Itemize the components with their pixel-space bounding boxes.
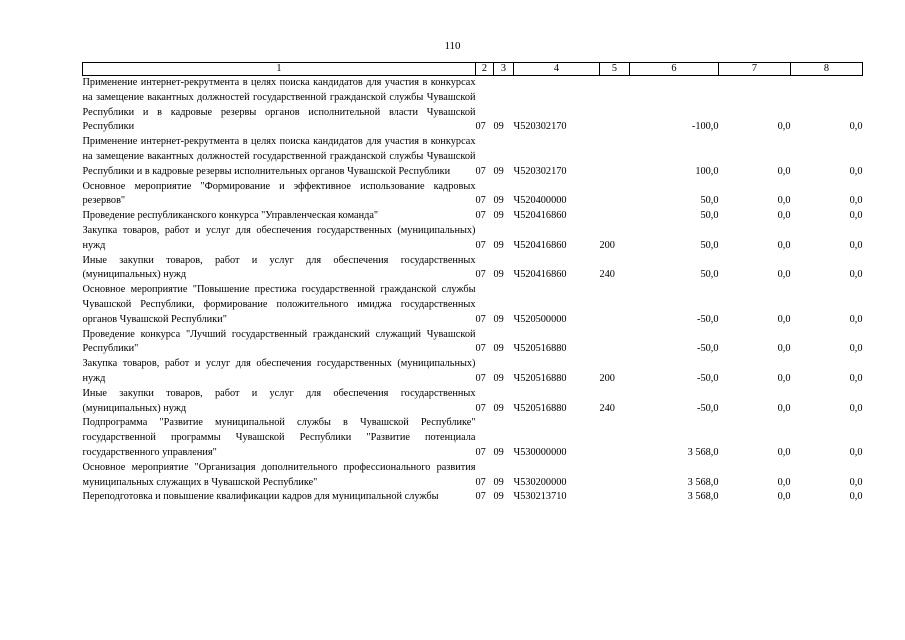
row-description: Применение интернет-рекрутмента в целях поиска кандидатов для участия в конкурсах на замещение вакантных должностей государственной гражданской службы Чувашской Республики и в кадровые резервы исполнительных органов Чувашской Республики — [82, 136, 476, 177]
row-target-article: Ч520302170 — [513, 165, 567, 177]
row-expense-type — [600, 76, 630, 136]
row-target-article: Ч520500000 — [513, 313, 567, 325]
row-amount-2025: 0,0 — [849, 446, 863, 458]
row-subsection: 09 — [493, 476, 504, 488]
row-section: 07 — [475, 210, 486, 222]
row-amount-2023: 3 568,0 — [687, 476, 719, 488]
row-subsection: 09 — [493, 313, 504, 325]
table-row — [83, 328, 863, 358]
table-row — [83, 76, 863, 136]
row-amount-2024: 0,0 — [777, 195, 791, 207]
row-amount-2024: 0,0 — [777, 343, 791, 355]
table-row — [83, 387, 863, 417]
row-description: Подпрограмма "Развитие муниципальной службы в Чувашской Республике" государственной программы Чувашской Республики "Развитие потенциала государственного управления" — [82, 417, 476, 458]
row-amount-2024: 0,0 — [777, 402, 791, 414]
row-expense-type: 240 — [599, 402, 615, 414]
column-header-6: 6 — [630, 63, 719, 76]
row-section: 07 — [475, 476, 486, 488]
row-expense-type: 200 — [599, 239, 615, 251]
row-subsection: 09 — [493, 121, 504, 133]
row-amount-2023: 50,0 — [700, 269, 719, 281]
row-amount-2023: 100,0 — [695, 165, 719, 177]
row-expense-type: 200 — [599, 372, 615, 384]
row-target-article: Ч520516880 — [513, 343, 567, 355]
row-amount-2024: 0,0 — [777, 491, 791, 503]
row-subsection: 09 — [493, 269, 504, 281]
table-row — [83, 224, 863, 254]
row-amount-2024: 0,0 — [777, 446, 791, 458]
table-row — [83, 209, 863, 224]
row-amount-2024: 0,0 — [777, 210, 791, 222]
row-section: 07 — [475, 165, 486, 177]
row-section: 07 — [475, 195, 486, 207]
row-expense-type: 240 — [599, 269, 615, 281]
row-amount-2025: 0,0 — [849, 269, 863, 281]
table-row — [83, 135, 863, 179]
row-description: Иные закупки товаров, работ и услуг для обеспечения государственных (муниципальных) нужд — [82, 254, 476, 281]
row-section: 07 — [475, 402, 486, 414]
row-target-article: Ч530200000 — [513, 476, 567, 488]
row-expense-type — [600, 135, 630, 179]
row-subsection: 09 — [493, 195, 504, 207]
row-target-article: Ч520416860 — [513, 239, 567, 251]
row-section: 07 — [475, 343, 486, 355]
table-row — [83, 357, 863, 387]
column-header-8: 8 — [791, 63, 863, 76]
row-amount-2025: 0,0 — [849, 195, 863, 207]
row-description: Закупка товаров, работ и услуг для обеспечения государственных (муниципальных) нужд — [82, 224, 476, 251]
row-amount-2024: 0,0 — [777, 313, 791, 325]
row-amount-2024: 0,0 — [777, 239, 791, 251]
column-header-5: 5 — [600, 63, 630, 76]
row-description: Закупка товаров, работ и услуг для обеспечения государственных (муниципальных) нужд — [82, 358, 476, 384]
row-subsection: 09 — [493, 402, 504, 414]
row-subsection: 09 — [493, 210, 504, 222]
table-row — [83, 254, 863, 284]
row-section: 07 — [475, 491, 486, 503]
budget-table — [82, 62, 863, 505]
row-expense-type — [600, 416, 630, 460]
row-target-article: Ч520516880 — [513, 372, 567, 384]
table-row — [83, 180, 863, 210]
row-expense-type — [600, 490, 630, 505]
row-amount-2023: -50,0 — [697, 343, 719, 355]
row-amount-2023: -50,0 — [697, 313, 719, 325]
row-subsection: 09 — [493, 491, 504, 503]
row-target-article: Ч520302170 — [513, 121, 567, 133]
row-section: 07 — [475, 446, 486, 458]
row-description: Проведение республиканского конкурса "Управленческая команда" — [82, 210, 379, 222]
row-amount-2023: 3 568,0 — [687, 491, 719, 503]
table-row — [83, 283, 863, 327]
row-description: Основное мероприятие "Формирование и эффективное использование кадровых резервов" — [82, 180, 476, 207]
row-amount-2025: 0,0 — [849, 239, 863, 251]
row-target-article: Ч530213710 — [513, 491, 567, 503]
row-amount-2025: 0,0 — [849, 402, 863, 414]
row-amount-2025: 0,0 — [849, 476, 863, 488]
row-description: Применение интернет-рекрутмента в целях поиска кандидатов для участия в конкурсах на замещение вакантных должностей государственной гражданской службы Чувашской Республики и в кадровые резервы органов исполнительной власти Чувашской Республики — [82, 77, 476, 133]
row-section: 07 — [475, 121, 486, 133]
row-section: 07 — [475, 239, 486, 251]
row-target-article: Ч520516880 — [513, 402, 567, 414]
table-row — [83, 490, 863, 505]
row-amount-2023: -50,0 — [697, 402, 719, 414]
row-expense-type — [600, 328, 630, 358]
row-description: Переподготовка и повышение квалификации кадров для муниципальной службы — [82, 491, 439, 503]
row-target-article: Ч520400000 — [513, 195, 567, 207]
row-section: 07 — [475, 313, 486, 325]
row-expense-type — [600, 209, 630, 224]
row-amount-2025: 0,0 — [849, 343, 863, 355]
column-header-1: 1 — [83, 63, 476, 76]
row-subsection: 09 — [493, 239, 504, 251]
row-subsection: 09 — [493, 372, 504, 384]
row-amount-2024: 0,0 — [777, 372, 791, 384]
row-amount-2024: 0,0 — [777, 269, 791, 281]
row-expense-type — [600, 180, 630, 210]
row-section: 07 — [475, 372, 486, 384]
row-expense-type — [600, 283, 630, 327]
row-amount-2024: 0,0 — [777, 165, 791, 177]
row-amount-2023: 50,0 — [700, 210, 719, 222]
row-amount-2025: 0,0 — [849, 165, 863, 177]
row-description: Иные закупки товаров, работ и услуг для обеспечения государственных (муниципальных) нужд — [82, 387, 476, 414]
column-header-3: 3 — [494, 63, 514, 76]
row-target-article: Ч520416860 — [513, 269, 567, 281]
row-amount-2025: 0,0 — [849, 372, 863, 384]
row-amount-2025: 0,0 — [849, 121, 863, 133]
column-header-4: 4 — [514, 63, 600, 76]
row-amount-2023: 50,0 — [700, 239, 719, 251]
row-amount-2023: -50,0 — [697, 372, 719, 384]
table-row — [83, 461, 863, 491]
row-amount-2025: 0,0 — [849, 210, 863, 222]
page-number: 110 — [444, 40, 461, 52]
table-header-row — [83, 63, 863, 76]
row-amount-2025: 0,0 — [849, 491, 863, 503]
column-header-7: 7 — [719, 63, 791, 76]
row-subsection: 09 — [493, 343, 504, 355]
row-amount-2023: 50,0 — [700, 195, 719, 207]
row-section: 07 — [475, 269, 486, 281]
column-header-2: 2 — [476, 63, 494, 76]
row-expense-type — [600, 461, 630, 491]
row-description: Основное мероприятие "Организация дополнительного профессионального развития муниципальных служащих в Чувашской Республике" — [82, 461, 476, 488]
row-target-article: Ч530000000 — [513, 446, 567, 458]
row-description: Основное мероприятие "Повышение престижа государственной гражданской службы Чувашской Республики, формирование положительного имиджа государственных органов Чувашской Республики" — [82, 284, 476, 325]
row-subsection: 09 — [493, 446, 504, 458]
row-amount-2023: -100,0 — [691, 121, 719, 133]
row-amount-2024: 0,0 — [777, 121, 791, 133]
table-body — [83, 76, 863, 506]
row-amount-2024: 0,0 — [777, 476, 791, 488]
row-subsection: 09 — [493, 165, 504, 177]
row-target-article: Ч520416860 — [513, 210, 567, 222]
row-amount-2025: 0,0 — [849, 313, 863, 325]
row-amount-2023: 3 568,0 — [687, 446, 719, 458]
table-row — [83, 416, 863, 460]
row-description: Проведение конкурса "Лучший государственный гражданский служащий Чувашской Республики" — [82, 328, 476, 355]
